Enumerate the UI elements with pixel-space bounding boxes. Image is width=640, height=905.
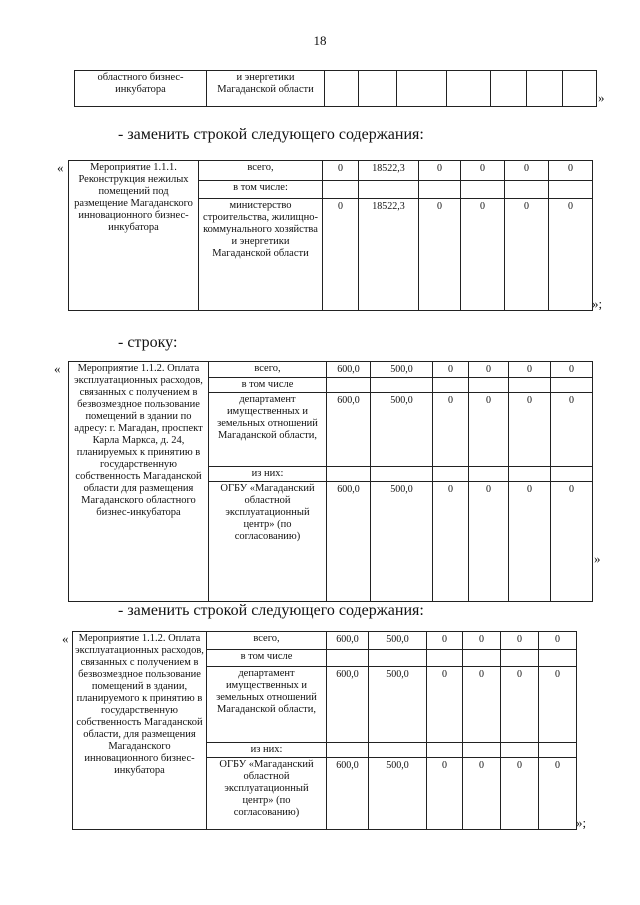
value-cell: 0 [509,393,551,467]
event-description: Мероприятие 1.1.2. Оплата эксплуатационных расходов, связанных с получением в безвозмездное пользование помещений в здании по адресу: г. Магадан, проспект Карла Маркса, д. 24, планируемых к принятию в государственную собственность Магаданской области для размещения Магаданского областного бизнес-инкубатора [69,362,209,602]
value-cell: 0 [539,758,577,830]
value-cell: 0 [539,632,577,650]
row-label: департамент имущественных и земельных отношений Магаданской области, [207,667,327,743]
close-quote: » [594,551,601,566]
value-cell: 600,0 [327,667,369,743]
fragment-value-cell [563,71,597,107]
value-cell: 600,0 [327,482,371,602]
value-cell: 0 [469,362,509,378]
value-cell: 0 [549,199,593,311]
value-cell: 0 [505,161,549,181]
value-cell: 0 [427,758,463,830]
value-cell: 0 [469,482,509,602]
value-cell: 0 [463,758,501,830]
value-cell: 18522,3 [359,199,419,311]
value-cell: 500,0 [371,393,433,467]
value-cell: 600,0 [327,758,369,830]
close-quote: »; [592,296,603,311]
fragment-value-cell [447,71,491,107]
event-description: Мероприятие 1.1.1. Реконструкция нежилых помещений под размещение Магаданского инновационного бизнес-инкубатора [69,161,199,311]
row-label: в том числе [209,378,327,393]
open-quote: « [54,361,61,376]
value-cell: 0 [461,161,505,181]
close-quote: »; [576,815,587,830]
value-cell: 0 [463,632,501,650]
value-cell: 0 [427,632,463,650]
value-cell: 0 [551,393,593,467]
row-label: всего, [207,632,327,650]
event-description: Мероприятие 1.1.2. Оплата эксплуатационных расходов, связанных с получением в безвозмездное пользование помещений в здании, планируемого к принятию в государственную собственность Магаданской области, для размещения Магаданского инновационного бизнес-инкубатора [73,632,207,830]
value-cell: 500,0 [369,632,427,650]
value-cell: 0 [509,362,551,378]
value-cell: 0 [469,393,509,467]
value-cell: 0 [433,362,469,378]
heading-replace-2: - заменить строкой следующего содержания: [118,602,424,619]
close-quote: » [598,90,605,105]
fragment-org-cell: и энергетики Магаданской области [207,71,325,107]
value-cell: 0 [551,362,593,378]
value-cell: 600,0 [327,362,371,378]
value-cell: 500,0 [369,667,427,743]
row-label: из них: [209,467,327,482]
row-label: в том числе [207,650,327,667]
fragment-value-cell [527,71,563,107]
value-cell: 0 [501,632,539,650]
value-cell: 0 [433,393,469,467]
value-cell: 0 [323,161,359,181]
row-label: департамент имущественных и земельных отношений Магаданской области, [209,393,327,467]
row-label: из них: [207,743,327,758]
top-fragment-table [74,70,597,107]
value-cell: 0 [427,667,463,743]
value-cell: 0 [323,199,359,311]
table-event-1-1-1 [68,160,593,311]
row-label: всего, [199,161,323,181]
value-cell: 18522,3 [359,161,419,181]
value-cell: 600,0 [327,393,371,467]
table-event-1-1-2-old [68,361,593,602]
row-label: министерство строительства, жилищно-коммунального хозяйства и энергетики Магаданской области [199,199,323,311]
value-cell: 0 [461,199,505,311]
fragment-value-cell [397,71,447,107]
fragment-event-cell: областного бизнес-инкубатора [75,71,207,107]
value-cell: 500,0 [371,362,433,378]
fragment-value-cell [491,71,527,107]
row-label: в том числе: [199,181,323,199]
row-label: всего, [209,362,327,378]
row-label: ОГБУ «Магаданский областной эксплуатационный центр» (по согласованию) [209,482,327,602]
value-cell: 0 [549,161,593,181]
value-cell: 600,0 [327,632,369,650]
heading-replace-1: - заменить строкой следующего содержания: [118,126,424,143]
value-cell: 0 [419,161,461,181]
table-event-1-1-2-new [72,631,577,830]
value-cell: 0 [505,199,549,311]
value-cell: 0 [433,482,469,602]
value-cell: 0 [501,667,539,743]
value-cell: 0 [509,482,551,602]
open-quote: « [57,160,64,175]
fragment-value-cell [359,71,397,107]
row-label: ОГБУ «Магаданский областной эксплуатационный центр» (по согласованию) [207,758,327,830]
value-cell: 0 [539,667,577,743]
value-cell: 500,0 [371,482,433,602]
value-cell: 500,0 [369,758,427,830]
value-cell: 0 [419,199,461,311]
heading-line: - строку: [118,334,178,351]
value-cell: 0 [463,667,501,743]
page-number: 18 [313,33,327,48]
value-cell: 0 [551,482,593,602]
open-quote: « [62,631,69,646]
fragment-value-cell [325,71,359,107]
value-cell: 0 [501,758,539,830]
